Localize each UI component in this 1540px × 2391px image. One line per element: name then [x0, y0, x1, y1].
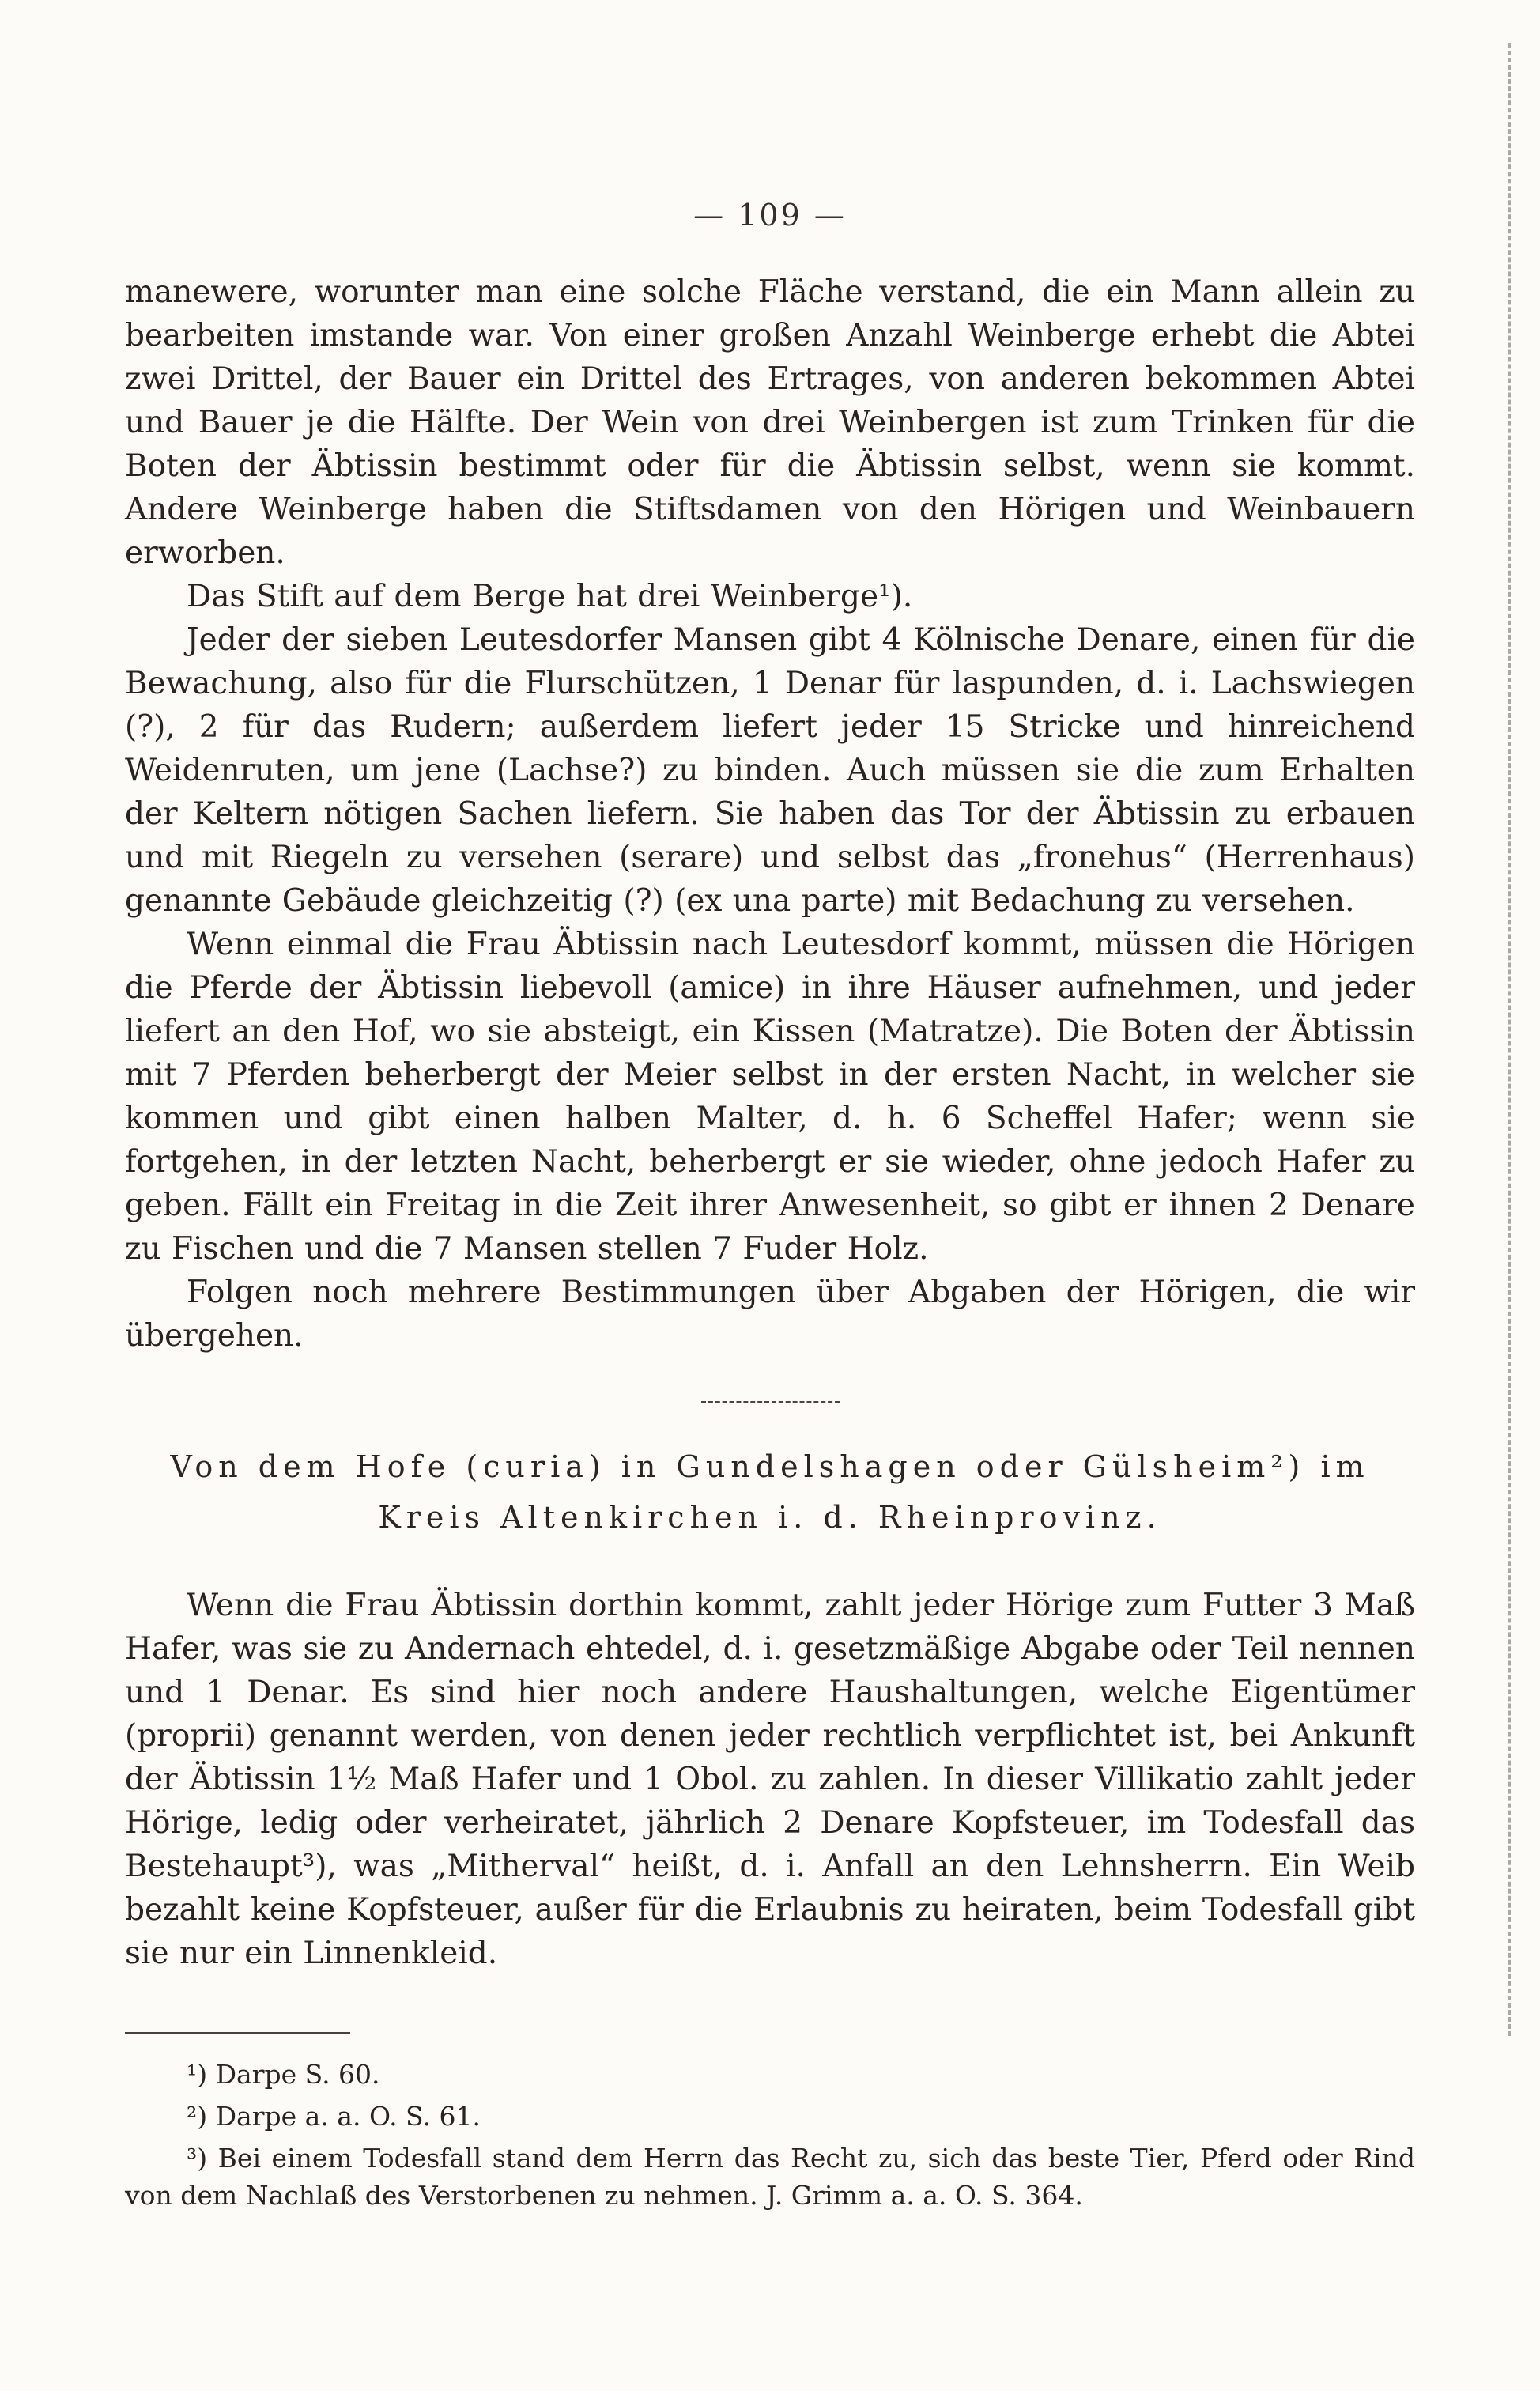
- section-heading-line-1: Von dem Hofe (curia) in Gundelshagen oder Gülsheim²) im: [170, 1449, 1370, 1484]
- footnote-1: ¹) Darpe S. 60.: [187, 2059, 380, 2090]
- footnote-2: ²) Darpe a. a. O. S. 61.: [187, 2101, 481, 2132]
- footnote-rule: [125, 2032, 350, 2034]
- section-heading-line-2: Kreis Altenkirchen i. d. Rheinprovinz.: [378, 1500, 1162, 1535]
- page-fold-line: [1508, 43, 1511, 2036]
- footnote-3: ³) Bei einem Todesfall stand dem Herrn das Recht zu, sich das beste Tier, Pferd oder Rind von dem Nachlaß des Verstorbenen zu nehmen. J. Grimm a. a. O. S. 364.: [125, 2143, 1415, 2211]
- paragraph-continuation: manewere, worunter man eine solche Fläche verstand, die ein Mann allein zu bearbeiten imstande war. Von einer großen Anzahl Weinberge erhebt die Abtei zwei Drittel, der Bauer ein Drittel des Ertrages, von anderen bekommen Abtei und Bauer je die Hälfte. Der Wein von drei Weinbergen ist zum Trinken für die Boten der Äbtissin bestimmt oder für die Äbtissin selbst, wenn sie kommt. Andere Weinberge haben die Stiftsdamen von den Hörigen und Weinbauern erworben.: [125, 274, 1415, 571]
- paragraph: Jeder der sieben Leutesdorfer Mansen gibt 4 Kölnische Denare, einen für die Bewachung, also für die Flurschützen, 1 Denar für laspunden, d. i. Lachswiegen (?), 2 für das Rudern; außerdem liefert jeder 15 Stricke und hinreichend Weidenruten, um jene (Lachse?) zu binden. Auch müssen sie die zum Erhalten der Keltern nötigen Sachen liefern. Sie haben das Tor der Äbtissin zu erbauen und mit Riegeln zu versehen (serare) und selbst das „fronehus“ (Herrenhaus) genannte Gebäude gleichzeitig (?) (ex una parte) mit Bedachung zu versehen.: [125, 622, 1415, 919]
- paragraph: Das Stift auf dem Berge hat drei Weinberge¹).: [187, 579, 913, 614]
- section-heading: [125, 1441, 1415, 1543]
- paragraph: Wenn die Frau Äbtissin dorthin kommt, zahlt jeder Hörige zum Futter 3 Maß Hafer, was sie zu Andernach ehtedel, d. i. gesetzmäßige Abgabe oder Teil nennen und 1 Denar. Es sind hier noch andere Haushaltungen, welche Eigentümer (proprii) genannt werden, von denen jeder rechtlich verpflichtet ist, bei Ankunft der Äbtissin 1½ Maß Hafer und 1 Obol. zu zahlen. In dieser Villikatio zahlt jeder Hörige, ledig oder verheiratet, jährlich 2 Denare Kopfsteuer, im Todesfall das Bestehaupt³), was „Mitherval“ heißt, d. i. Anfall an den Lehnsherrn. Ein Weib bezahlt keine Kopfsteuer, außer für die Erlaubnis zu heiraten, beim Todesfall gibt sie nur ein Linnenkleid.: [125, 1588, 1415, 1971]
- page-number: — 109 —: [693, 198, 847, 232]
- section-text-block: [125, 1584, 1415, 1975]
- paragraph: Wenn einmal die Frau Äbtissin nach Leutesdorf kommt, müssen die Hörigen die Pferde der Äbtissin liebevoll (amice) in ihre Häuser aufnehmen, und jeder liefert an den Hof, wo sie absteigt, ein Kissen (Matratze). Die Boten der Äbtissin mit 7 Pferden beherbergt der Meier selbst in der ersten Nacht, in welcher sie kommen und gibt einen halben Malter, d. h. 6 Scheffel Hafer; wenn sie fortgehen, in der letzten Nacht, beherbergt er sie wieder, ohne jedoch Hafer zu geben. Fällt ein Freitag in die Zeit ihrer Anwesenheit, so gibt er ihnen 2 Denare zu Fischen und die 7 Mansen stellen 7 Fuder Holz.: [125, 927, 1415, 1267]
- page-content: [125, 198, 1415, 2219]
- footnotes: [125, 2056, 1415, 2214]
- main-text-block: [125, 270, 1415, 1358]
- paragraph: Folgen noch mehrere Bestimmungen über Abgaben der Hörigen, die wir übergehen.: [125, 1275, 1415, 1354]
- section-divider: [701, 1401, 840, 1403]
